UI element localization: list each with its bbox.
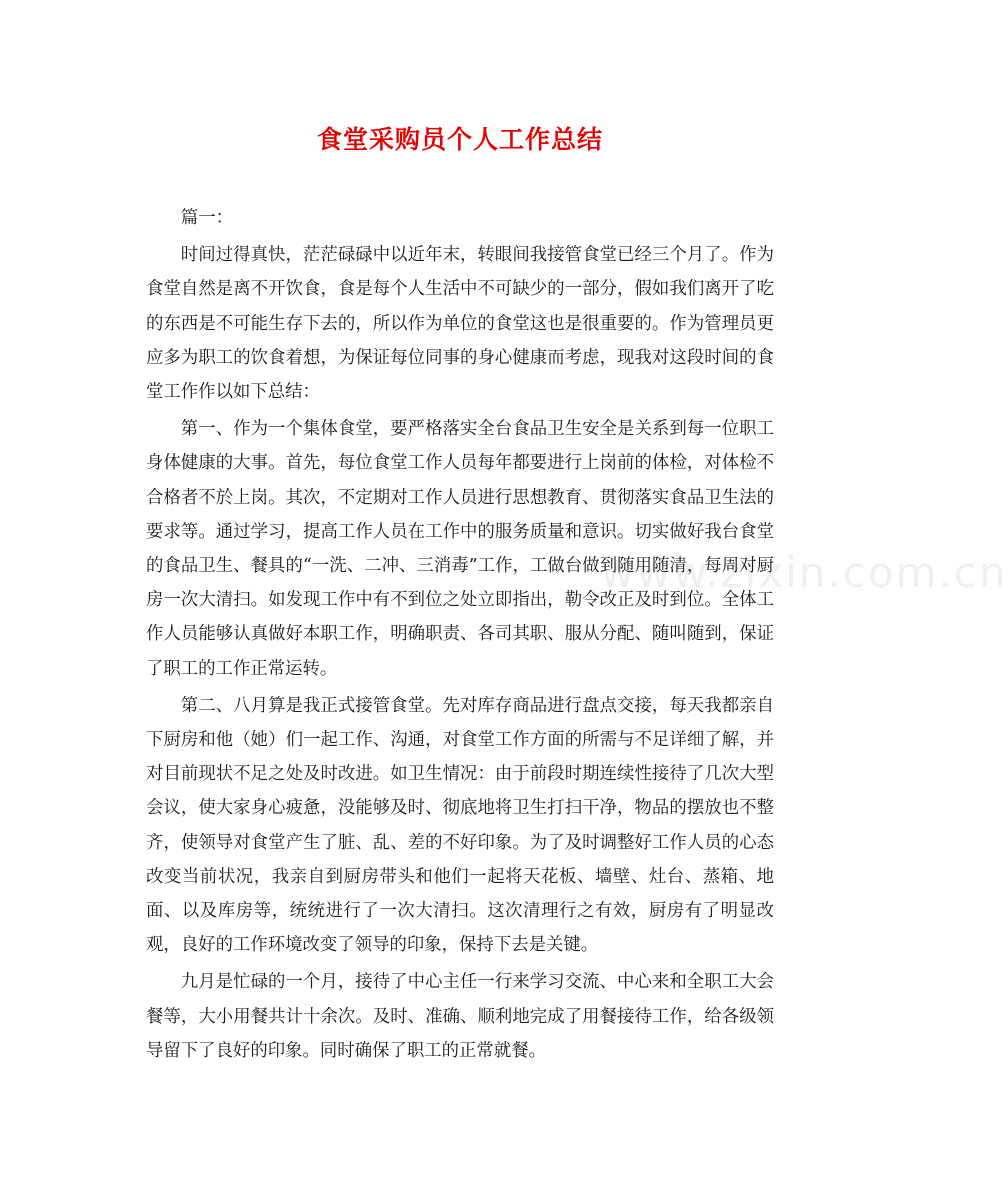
paragraph-september: 九月是忙碌的一个月，接待了中心主任一行来学习交流、中心来和全职工大会餐等，大小用餐共计十余次。及时、准确、顺利地完成了用餐接待工作，给各级领导留下了良好的印象。同时确保了职工的正常就餐。 bbox=[146, 972, 774, 1061]
watermark: www.zixin.com.cn bbox=[600, 548, 1008, 597]
paragraph-first: 第一、作为一个集体食堂，要严格落实全台食品卫生安全是关系到每一位职工身体健康的大事。首先，每位食堂工作人员每年都要进行上岗前的体检，对体检不合格者不於上岗。其次，不定期对工作人员进行思想教育、贯彻落实食品卫生法的要求等。通过学习，提高工作人员在工作中的服务质量和意识。切实做好我台食堂的食品卫生、餐具的“一洗、二冲、三消毒”工作，工做台做到随用随清，每周对厨房一次大清扫。如发现工作中有不到位之处立即指出，勒令改正及时到位。全体工作人员能够认真做好本职工作，明确职责、各司其职、服从分配、随叫随到，保证了职工的工作正常运转。 bbox=[146, 419, 774, 679]
document-title: 食堂采购员个人工作总结 bbox=[316, 125, 603, 154]
paragraph-intro: 时间过得真快，茫茫碌碌中以近年末，转眼间我接管食堂已经三个月了。作为食堂自然是离不开饮食，食是每个人生活中不可缺少的一部分，假如我们离开了吃的东西是不可能生存下去的，所以作为单位的食堂这也是很重要的。作为管理员更应多为职工的饮食着想，为保证每位同事的身心健康而考虑，现我对这段时间的食堂工作作以如下总结： bbox=[146, 245, 774, 403]
paragraph-second: 第二、八月算是我正式接管食堂。先对库存商品进行盘点交接，每天我都亲自下厨房和他（她）们一起工作、沟通，对食堂工作方面的所需与不足详细了解，并对目前现状不足之处及时改进。如卫生情况：由于前段时期连续性接待了几次大型会议，使大家身心疲惫，没能够及时、彻底地将卫生打扫干净，物品的摆放也不整齐，使领导对食堂产生了脏、乱、差的不好印象。为了及时调整好工作人员的心态改变当前状况，我亲自到厨房带头和他们一起将天花板、墙壁、灶台、蒸箱、地面、以及库房等，统统进行了一次大清扫。这次清理行之有效，厨房有了明显改观，良好的工作环境改变了领导的印象，保持下去是关键。 bbox=[146, 695, 774, 956]
section-label: 篇一： bbox=[180, 208, 233, 228]
document-body bbox=[146, 201, 774, 1071]
